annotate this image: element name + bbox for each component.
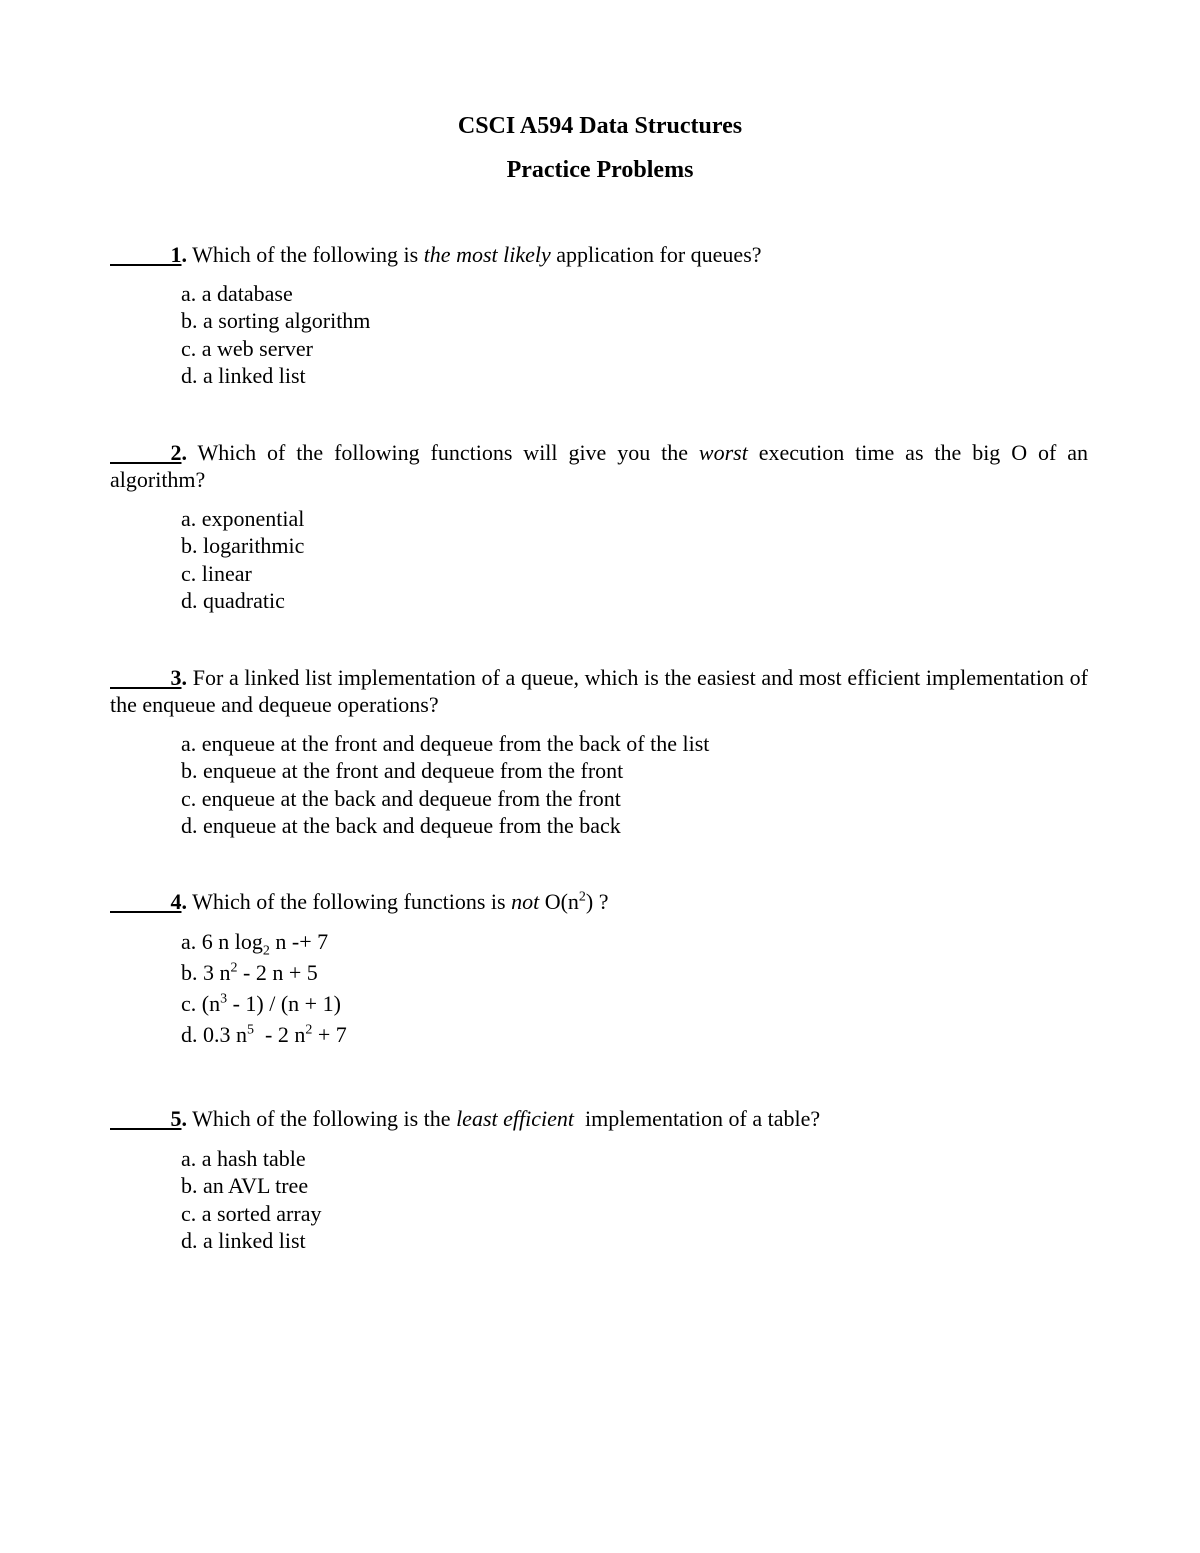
question-text-end: implementation of a table? [573, 1106, 821, 1131]
option-d[interactable]: d. a linked list [181, 1227, 306, 1253]
document-title: CSCI A594 Data Structures [457, 113, 743, 139]
exponent: 2 [230, 960, 238, 976]
answer-blank[interactable] [110, 1105, 182, 1132]
option-a[interactable] [181, 926, 347, 957]
option-a[interactable]: a. a hash table [181, 1146, 306, 1171]
question-5: 5. Which of the following is the least efficient implementation of a table? [110, 1105, 1088, 1132]
question-text: Which of the following is the [192, 1106, 457, 1131]
exponent: 2 [305, 1022, 313, 1038]
question-number: 3 [170, 665, 182, 690]
question-number: 2 [170, 440, 182, 465]
exponent: 5 [247, 1022, 254, 1038]
option-text-mid: - 2 n [254, 1022, 306, 1047]
question-number: 4 [170, 889, 182, 914]
option-c[interactable]: c. enqueue at the back and dequeue from the front [181, 785, 621, 811]
answer-blank[interactable] [110, 664, 182, 691]
question-number: 5 [170, 1106, 182, 1131]
question-text: Which of the following functions is [192, 889, 512, 914]
option-text-end: n -+ 7 [269, 929, 329, 954]
option-d[interactable]: d. a linked list [181, 362, 306, 388]
question-text-end: O(n [539, 889, 579, 914]
option-b[interactable]: b. a sorting algorithm [181, 308, 371, 334]
option-d[interactable] [181, 1019, 347, 1050]
answer-blank[interactable] [110, 439, 182, 466]
question-text-end: application for queues? [550, 242, 762, 267]
option-text-end: - 1) / (n + 1) [227, 991, 341, 1016]
question-3: 3. For a linked list implementation of a queue, which is the easiest and most efficient implementation of the enqueue and dequeue operations? [110, 665, 1089, 717]
option-text: c. (n [181, 991, 221, 1016]
option-b[interactable] [181, 957, 347, 988]
question-number: 1 [170, 242, 182, 267]
option-d[interactable]: d. enqueue at the back and dequeue from the back [181, 812, 621, 838]
option-c[interactable]: c. linear [181, 560, 252, 586]
question-text-end: execution time as the big O of an algorithm? [110, 440, 1088, 492]
question-text: For a linked list implementation of a queue, which is the easiest and most efficient implementation of the enqueue and dequeue operations? [110, 665, 1089, 717]
option-a[interactable]: a. a database [181, 281, 293, 306]
option-b[interactable]: b. enqueue at the front and dequeue from the front [181, 758, 624, 784]
option-text-end: - 2 n + 5 [237, 960, 318, 985]
question-text-close: ) ? [585, 889, 609, 914]
option-c[interactable]: c. a sorted array [181, 1200, 322, 1226]
question-emphasis: worst [698, 440, 748, 465]
option-text: a. 6 n log [181, 929, 263, 954]
option-d[interactable]: d. quadratic [181, 587, 285, 613]
options-list [181, 1145, 321, 1254]
question-emphasis: least efficient [456, 1106, 574, 1131]
options-list [181, 505, 304, 614]
answer-blank[interactable] [110, 888, 182, 915]
option-b[interactable]: b. logarithmic [181, 533, 305, 559]
question-text: Which of the following is [192, 242, 424, 267]
subscript: 2 [262, 943, 270, 959]
answer-blank[interactable] [110, 241, 182, 268]
options-list [181, 280, 370, 389]
option-a[interactable]: a. enqueue at the front and dequeue from the back of the list [181, 731, 710, 756]
question-4: 4. Which of the following functions is not $O(n^2)$ ? [110, 888, 1088, 915]
option-a[interactable]: a. exponential [181, 506, 305, 531]
option-c[interactable]: c. a web server [181, 335, 313, 361]
exponent: 3 [220, 991, 228, 1007]
exponent: 2 [578, 889, 586, 905]
options-list [181, 730, 709, 839]
document-subtitle: Practice Problems [506, 157, 694, 183]
option-text-end: + 7 [312, 1022, 347, 1047]
question-emphasis: the most likely [423, 242, 551, 267]
option-c[interactable] [181, 988, 347, 1019]
option-text: d. 0.3 n [181, 1022, 247, 1047]
question-2: 2. Which of the following functions will give you the worst execution time as the big O of an algorithm? [110, 440, 1088, 492]
question-text: Which of the following functions will give you the [197, 440, 699, 465]
question-emphasis: not [511, 889, 540, 914]
option-text: b. 3 n [181, 960, 231, 985]
options-list [181, 926, 347, 1050]
question-1: 1. Which of the following is the most likely application for queues? [110, 241, 1088, 268]
option-b[interactable]: b. an AVL tree [181, 1173, 309, 1199]
